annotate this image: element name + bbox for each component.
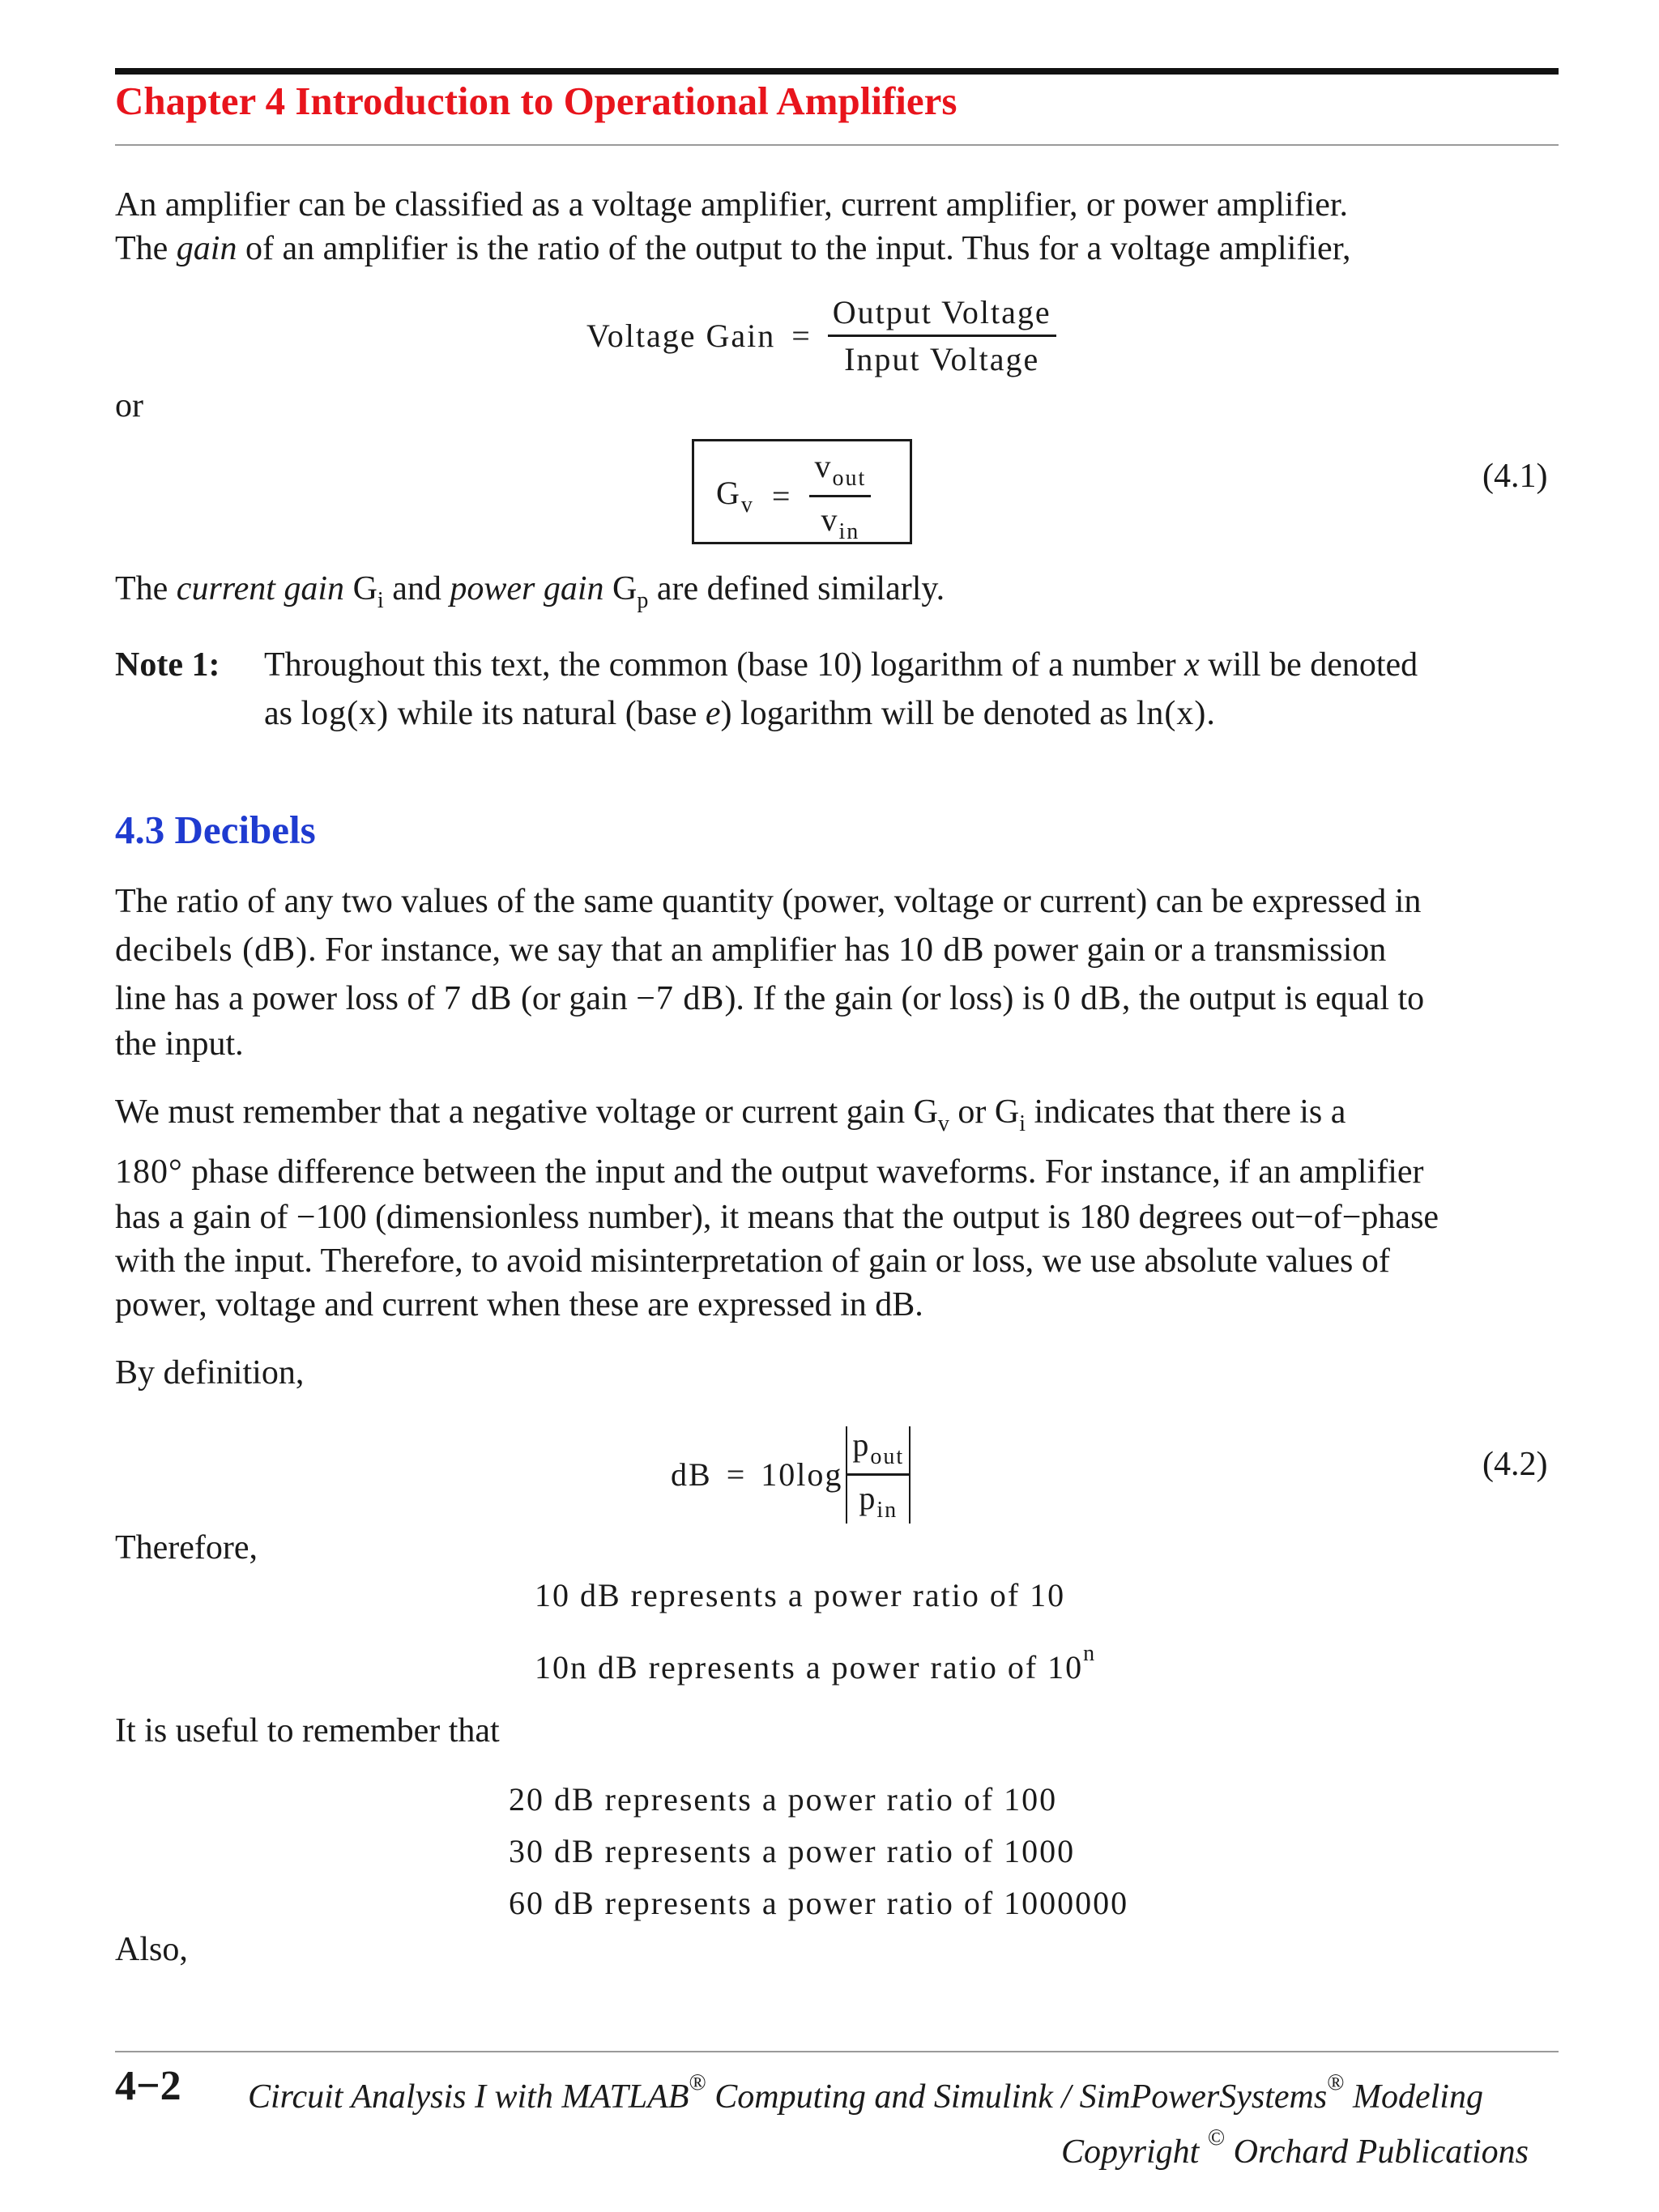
book-title: Circuit Analysis I with MATLAB® Computing and Simulink / SimPowerSystems® Modeling (248, 2070, 1483, 2116)
copyright-line: Copyright © Orchard Publications (1061, 2125, 1529, 2171)
equals-sign: = (791, 318, 812, 354)
para1-line-3: line has a power loss of 7 dB (or gain −7 dB). If the gain (or loss) is 0 dB, the output is equal to (115, 980, 1425, 1017)
header-rule-thin (115, 144, 1559, 146)
note-label: Note 1: (115, 646, 220, 684)
note-line-1: Throughout this text, the common (base 10) logarithm of a number x will be denoted (264, 646, 1418, 684)
para2-line-5: power, voltage and current when these are expressed in dB. (115, 1286, 923, 1323)
current-gain-line: The current gain $G_i$ and power gain $G_p$ are defined similarly. (115, 570, 945, 613)
numerator: $p_{out}$ (847, 1426, 909, 1476)
gain-term: gain (176, 230, 237, 267)
numerator: $v_{out}$ (809, 447, 871, 497)
gi-symbol: $G_i$ (994, 1093, 1026, 1136)
by-definition: By definition, (115, 1354, 305, 1392)
equals-sign: = (771, 478, 792, 514)
intro-text: The (115, 230, 177, 267)
abs-bar-right (909, 1426, 911, 1524)
intro-text: of an amplifier is the ratio of the output to the input. Thus for a voltage amplifier, (237, 230, 1351, 267)
therefore: Therefore, (115, 1529, 258, 1566)
para1-line-2: decibels (dB). For instance, we say that an amplifier has 10 dB power gain or a transmission (115, 931, 1387, 969)
fraction-vout-vin (809, 447, 871, 545)
gp-symbol: $G_p$ (612, 570, 649, 613)
para1-line-1: The ratio of any two values of the same quantity (power, voltage or current) can be expressed in (115, 883, 1422, 920)
current-gain-term: current gain (176, 570, 345, 607)
equation-number-4-2: (4.2) (1482, 1446, 1548, 1483)
fraction-pout-pin (847, 1426, 909, 1524)
intro-line-2 (115, 227, 1351, 271)
useful-remember: It is useful to remember that (115, 1712, 500, 1750)
para1-line-4: the input. (115, 1025, 244, 1063)
header-rule-thick (115, 68, 1559, 75)
gi-symbol: $G_i$ (352, 570, 384, 613)
ratio-line-20db: 20 dB represents a power ratio of 100 (509, 1781, 1058, 1818)
ratio-line-10n-db: 10n dB represents a power ratio of 10$^n$ (535, 1641, 1097, 1686)
para2-line-3: has a gain of −100 (dimensionless number), it means that the output is 180 degrees out−of−phase (115, 1199, 1439, 1236)
log-expression: log(x) (301, 695, 390, 732)
fraction (828, 293, 1056, 378)
gv-symbol: $G_v$ (913, 1093, 949, 1136)
denominator: $p_{in}$ (859, 1480, 898, 1523)
equation-number-4-1: (4.1) (1482, 458, 1548, 495)
para2-line-1: We must remember that a negative voltage or current gain $G_v$ or $G_i$ indicates that there is a (115, 1093, 1346, 1136)
para2-line-4: with the input. Therefore, to avoid misinterpretation of gain or loss, we use absolute values of (115, 1242, 1390, 1280)
or-word: or (115, 387, 143, 424)
also: Also, (115, 1931, 188, 1968)
equation-4-1 (716, 447, 871, 545)
ratio-line-60db: 60 dB represents a power ratio of 1000000 (509, 1885, 1129, 1921)
gv-symbol: $G_v$ (716, 475, 754, 518)
para2-line-2: 180° phase difference between the input and the output waveforms. For instance, if an amplifier (115, 1153, 1424, 1191)
ratio-line-30db: 30 dB represents a power ratio of 1000 (509, 1833, 1076, 1869)
footer-rule (115, 2051, 1559, 2052)
ratio-line-10db: 10 dB represents a power ratio of 10 (535, 1577, 1066, 1613)
equation-4-2 (671, 1426, 911, 1524)
log-abs-expression: 10log $\frac{p_{out}}{p_{in}}$ (761, 1426, 911, 1524)
equation-lhs: Voltage Gain (586, 318, 776, 354)
equation-voltage-gain (586, 293, 1056, 378)
page-number: 4−2 (115, 2063, 181, 2109)
denominator: $v_{in}$ (821, 501, 860, 544)
denominator: Input Voltage (844, 341, 1040, 377)
chapter-title: Chapter 4 Introduction to Operational Amplifiers (115, 79, 957, 123)
section-heading: 4.3 Decibels (115, 808, 316, 852)
db-symbol: dB (671, 1456, 712, 1493)
ln-expression: ln(x) (1136, 695, 1207, 732)
intro-line-1: An amplifier can be classified as a voltage amplifier, current amplifier, or power amplifier. (115, 186, 1349, 224)
equals-sign: = (726, 1456, 747, 1493)
note-line-2: as log(x) while its natural (base e) logarithm will be denoted as ln(x). (264, 695, 1215, 732)
numerator: Output Voltage (828, 293, 1056, 337)
power-gain-term: power gain (450, 570, 604, 607)
